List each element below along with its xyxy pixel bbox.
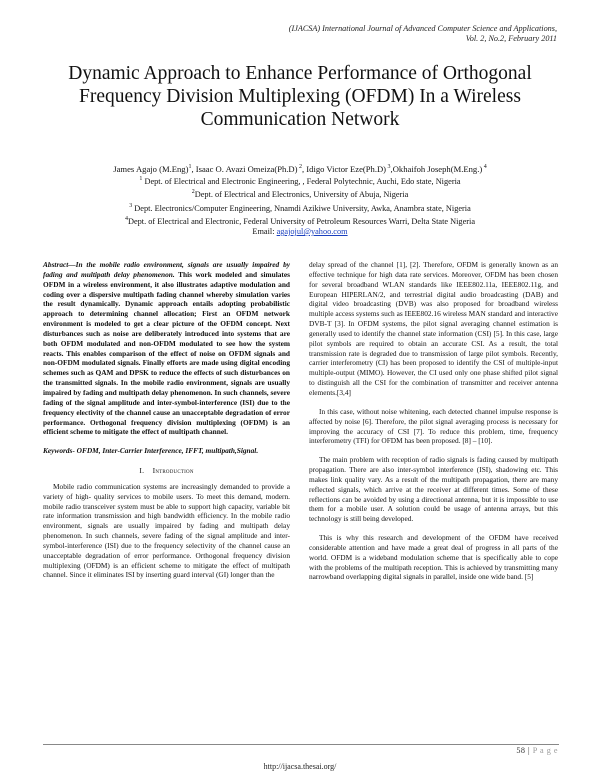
author-affiliation-mark: 4 <box>482 164 487 170</box>
body-paragraph: Mobile radio communication systems are increasingly demanded to provide a variety of high- quality services to mobile users. To meet this demand, modern. mobile radio transceiver system must be able to support high capacity, variable bit rate information transmission and high bandwidth efficiency. In the mobile radio environment, signals are usually impaired by fading and multipath delay phenomenon. In such channels, severe fading of the signal amplitude and inter-symbol-interference (ISI) due to the frequency selectivity of the channel cause an unacceptable degradation of error performance. Orthogonal frequency division multiplexing (OFDM) is an efficient scheme to mitigate the effect of multipath channel. Since it eliminates ISI by inserting guard interval (GI) longer than the <box>43 481 290 580</box>
body-paragraph: The main problem with reception of radio signals is fading caused by multipath propagation. There are also inter-symbol interference (ISI), shadowing etc. This makes link quality vary. As a result of the multipath propagation, there are many reflected signals, which arrive at the receiver at different times. Some of these reflections can be avoided by using a directional antenna, but it is impossible to use them for a mobile user. A solution could be usage of antenna arrays, but this technology is still being developed. <box>309 455 558 524</box>
affiliation <box>40 201 560 214</box>
journal-url[interactable]: http://ijacsa.thesai.org/ <box>263 762 337 771</box>
author-separator: , <box>301 163 307 174</box>
body-paragraph: In this case, without noise whitening, each detected channel impulse response is affected by noise [6]. Therefore, the pilot signal averaging process is necessary for improving the accuracy of CSI [7]. To reduce this problem, time, frequency interferometry (TFI) for OFDM has been proposed. [8] – [10]. <box>309 406 558 446</box>
affiliation-mark: 2 <box>191 189 195 196</box>
affiliation-mark: 3 <box>129 202 133 209</box>
authors-block <box>40 162 560 237</box>
body-paragraph: delay spread of the channel [1], [2]. Therefore, OFDM is generally known as an effective technique for high data rate services. Moreover, OFDM has been chosen for several broadband WLAN standards like IEEE802.11a, IEEE802.11g, and European HIPERLAN/2, and terrestrial digital audio broadcasting (DAB) and digital video broadcasting (DVB) was also proposed for broadband wireless multiple access systems such as IEEE802.16 wireless MAN standard and interactive DVB-T [3]. In OFDM systems, the pilot signal averaging channel estimation is generally used to identify the channel state information (CSI) [5]. In this case, large pilot symbols are required to obtain an accurate CSI. As a result, the total transmission rate is degraded due to transmission of large pilot symbols. Recently, carrier interferometry (CI) has been proposed to identify the CSI of multiple-input multiple-output (MIMO). However, the CI used only one phase shifted pilot signal to distinguish all the CSI for the combination of transmitter and receiver antenna elements.[3,4] <box>309 260 558 397</box>
affiliation-mark: 1 <box>139 176 143 183</box>
journal-name: (IJACSA) International Journal of Advanced Computer Science and Applications, <box>288 24 557 33</box>
author-name: Isaac O. Avazi Omeiza(Ph.D) <box>195 163 298 174</box>
page-number <box>516 746 558 755</box>
journal-issue: Vol. 2, No.2, February 2011 <box>465 34 557 43</box>
abstract <box>43 260 290 437</box>
section-heading-introduction <box>43 466 290 476</box>
left-column <box>43 260 290 580</box>
affiliation-text: Dept. of Electrical and Electronics, University of Abuja, Nigeria <box>194 190 409 200</box>
footer-divider <box>43 744 559 745</box>
journal-header <box>177 24 557 44</box>
email-label: Email: <box>252 226 277 236</box>
author-separator: , <box>390 163 393 174</box>
author-affiliation-mark: 1 <box>188 164 192 170</box>
affiliation <box>40 187 560 200</box>
affiliation-text: Dept. Electronics/Computer Engineering, Nnamdi Azikiwe University, Awka, Anambra state, Nigeria <box>132 203 471 213</box>
right-column <box>309 260 558 582</box>
author-list <box>40 162 560 174</box>
author-name: James Agajo (M.Eng) <box>113 163 189 174</box>
email-link[interactable]: agajojul@yahoo.com <box>276 226 348 236</box>
affiliation-mark: 4 <box>124 215 128 222</box>
affiliation <box>40 174 560 187</box>
author-affiliation-mark: 2 <box>297 164 302 170</box>
author-separator: , <box>191 163 196 174</box>
section-numeral: I. <box>139 466 145 476</box>
author-name: Okhaifoh Joseph(M.Eng.) <box>392 163 483 174</box>
paper-title: Dynamic Approach to Enhance Performance of Orthogonal Frequency Division Multiplexing (OFDM) In a Wireless Communication Network <box>68 63 532 130</box>
contact-email <box>40 227 560 237</box>
author-affiliation-mark: 3 <box>386 164 391 170</box>
keywords: Keywords- OFDM, Inter-Carrier Interference, IFFT, multipath,Signal. <box>43 446 259 456</box>
body-paragraph: This is why this research and development of the OFDM have received considerable attention and have made a great deal of progress in all parts of the world. OFDM is a wideband modulation scheme that is specifically able to cope with the problems of the multipath reception. This is achieved by transmitting many narrowband overlapping digital signals in parallel, inside one wide band. [5] <box>309 533 558 582</box>
abstract-body: This work modeled and simulates OFDM in a wireless environment, it also illustrates adaptive modulation and coding over a dispersive multipath fading channel whereby simulation varies the result dynamically. Dynamic approach entails adopting probabilistic approach to determining channel allocation; First an OFDM network environment is modeled to get a clear picture of the OFDM concept. Next disturbances such as noise are deliberately introduced into systems that are both OFDM modulated and non-OFDM modulated to see how the system reacts. This enables comparison of the effect of noise on OFDM signals and non-OFDM modulated signals. Finally efforts are made using digital encoding schemes such as QAM and DPSK to reduce the effects of such disturbances on the transmitted signals. In the mobile radio environment, signals are usually impaired by fading and multipath delay phenomenon. In such channels, severe fading of the signal amplitude and inter-symbol-interference (ISI) due to the frequency electivity of the channel cause an unacceptable degradation of error performance. Orthogonal frequency division multiplexing (OFDM) is an efficient scheme to mitigate the effect of multipath channel. <box>43 269 290 437</box>
affiliation <box>40 214 560 227</box>
section-title: Introduction <box>152 466 194 476</box>
affiliation-text: Dept. of Electrical and Electronic Engineering, , Federal Polytechnic, Auchi, Edo state, Nigeria <box>142 177 461 187</box>
author-name: Idigo Victor Eze(Ph.D) <box>306 163 387 174</box>
page-number-value: 58 | <box>516 746 533 755</box>
abstract-lead: Abstract—In the mobile radio environment, signals are usually impaired by fading and multipath delay phenomenon. <box>43 260 290 279</box>
page-label: P a g e <box>532 746 558 755</box>
affiliation-text: Dept. of Electrical and Electronic, Federal University of Petroleum Resources Warri, Delta State Nigeria <box>127 216 476 226</box>
